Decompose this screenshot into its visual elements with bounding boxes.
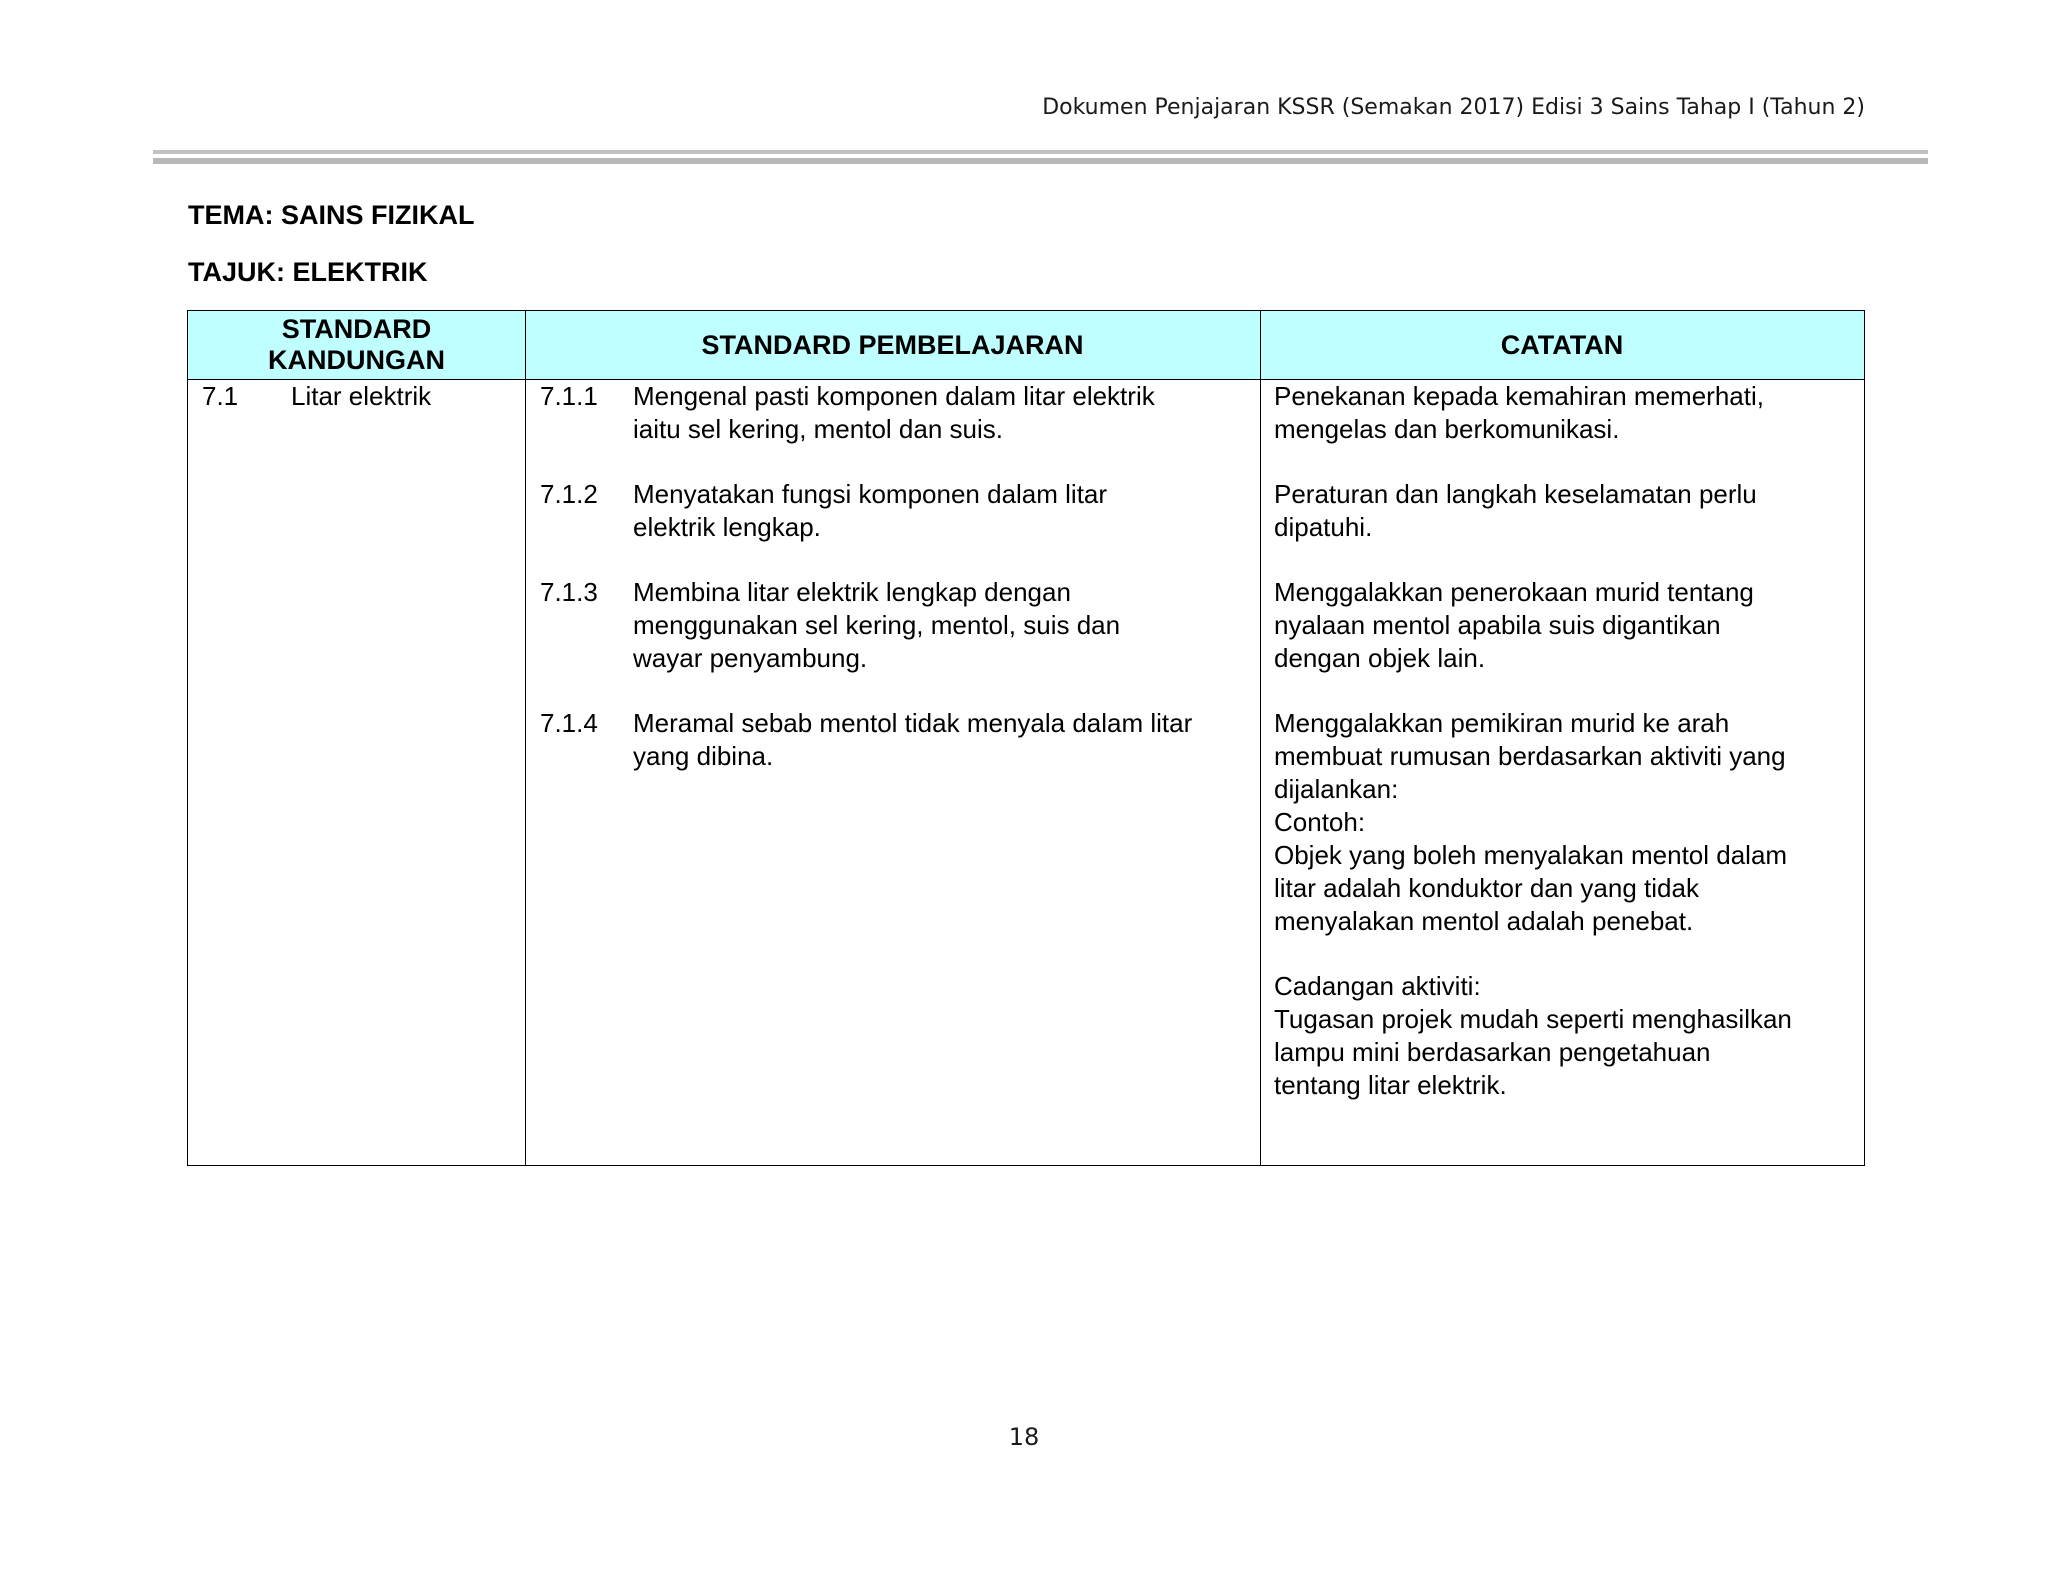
learning-standard-text-line: elektrik lengkap. (633, 512, 821, 542)
document-header-title: Dokumen Penjajaran KSSR (Semakan 2017) Edisi 3 Sains Tahap I (Tahun 2) (1042, 95, 1865, 120)
learning-standard-item (540, 576, 1250, 675)
column-divider (1260, 311, 1261, 1165)
note-line: Cadangan aktiviti: (1274, 971, 1481, 1001)
note-line: litar adalah konduktor dan yang tidak (1274, 873, 1699, 903)
learning-standard-text-line: iaitu sel kering, mentol dan suis. (633, 414, 1003, 444)
note-block (1274, 970, 1859, 1102)
note-line: Tugasan projek mudah seperti menghasilkan (1274, 1004, 1792, 1034)
page-number: 18 (1008, 1423, 1040, 1451)
column-header-standard-pembelajaran: STANDARD PEMBELAJARAN (701, 329, 1084, 360)
note-block (1274, 576, 1859, 675)
standard-kandungan-label: Litar elektrik (291, 381, 432, 411)
note-line: Menggalakkan pemikiran murid ke arah (1274, 708, 1730, 738)
learning-standard-text-line: Meramal sebab mentol tidak menyala dalam litar (633, 708, 1193, 738)
learning-standard-code: 7.1.3 (540, 577, 598, 607)
standard-kandungan-code: 7.1 (202, 381, 239, 411)
note-line: dengan objek lain. (1274, 643, 1486, 673)
learning-standard-item (540, 478, 1250, 544)
note-block (1274, 707, 1859, 938)
learning-standard-item (540, 380, 1250, 446)
theme-heading: TEMA: SAINS FIZIKAL (188, 200, 475, 230)
learning-standard-text-line: wayar penyambung. (633, 643, 868, 673)
note-line: tentang litar elektrik. (1274, 1070, 1507, 1100)
header-rule (153, 150, 1928, 154)
column-header-standard-kandungan-line1: STANDARD (281, 314, 432, 344)
learning-standard-code: 7.1.4 (540, 708, 598, 738)
curriculum-table (187, 310, 1865, 1166)
table-header-row (188, 311, 1864, 380)
learning-standard-text-line: Menyatakan fungsi komponen dalam litar (633, 479, 1108, 509)
column-divider (525, 311, 526, 1165)
learning-standard-code: 7.1.1 (540, 381, 598, 411)
note-line: dipatuhi. (1274, 512, 1373, 542)
learning-standard-item (540, 707, 1250, 773)
header-rule-secondary (153, 158, 1928, 164)
note-line: menyalakan mentol adalah penebat. (1274, 906, 1694, 936)
learning-standard-text-line: menggunakan sel kering, mentol, suis dan (633, 610, 1121, 640)
note-line: membuat rumusan berdasarkan aktiviti yang (1274, 741, 1786, 771)
column-header-catatan: CATATAN (1500, 329, 1624, 360)
note-line: nyalaan mentol apabila suis digantikan (1274, 610, 1721, 640)
learning-standard-text-line: Mengenal pasti komponen dalam litar elektrik (633, 381, 1155, 411)
column-header-standard-kandungan-line2: KANDUNGAN (268, 345, 445, 375)
note-line: Penekanan kepada kemahiran memerhati, (1274, 381, 1764, 411)
note-line: Peraturan dan langkah keselamatan perlu (1274, 479, 1757, 509)
note-line: Objek yang boleh menyalakan mentol dalam (1274, 840, 1788, 870)
learning-standard-text-line: yang dibina. (633, 741, 774, 771)
topic-heading: TAJUK: ELEKTRIK (188, 257, 428, 287)
note-line: Contoh: (1274, 807, 1366, 837)
note-block (1274, 380, 1859, 446)
learning-standard-text-line: Membina litar elektrik lengkap dengan (633, 577, 1071, 607)
note-line: lampu mini berdasarkan pengetahuan (1274, 1037, 1711, 1067)
column-header-standard-kandungan (188, 311, 525, 379)
note-line: dijalankan: (1274, 774, 1399, 804)
learning-standard-code: 7.1.2 (540, 479, 598, 509)
note-block (1274, 478, 1859, 544)
note-line: Menggalakkan penerokaan murid tentang (1274, 577, 1754, 607)
note-line: mengelas dan berkomunikasi. (1274, 414, 1620, 444)
